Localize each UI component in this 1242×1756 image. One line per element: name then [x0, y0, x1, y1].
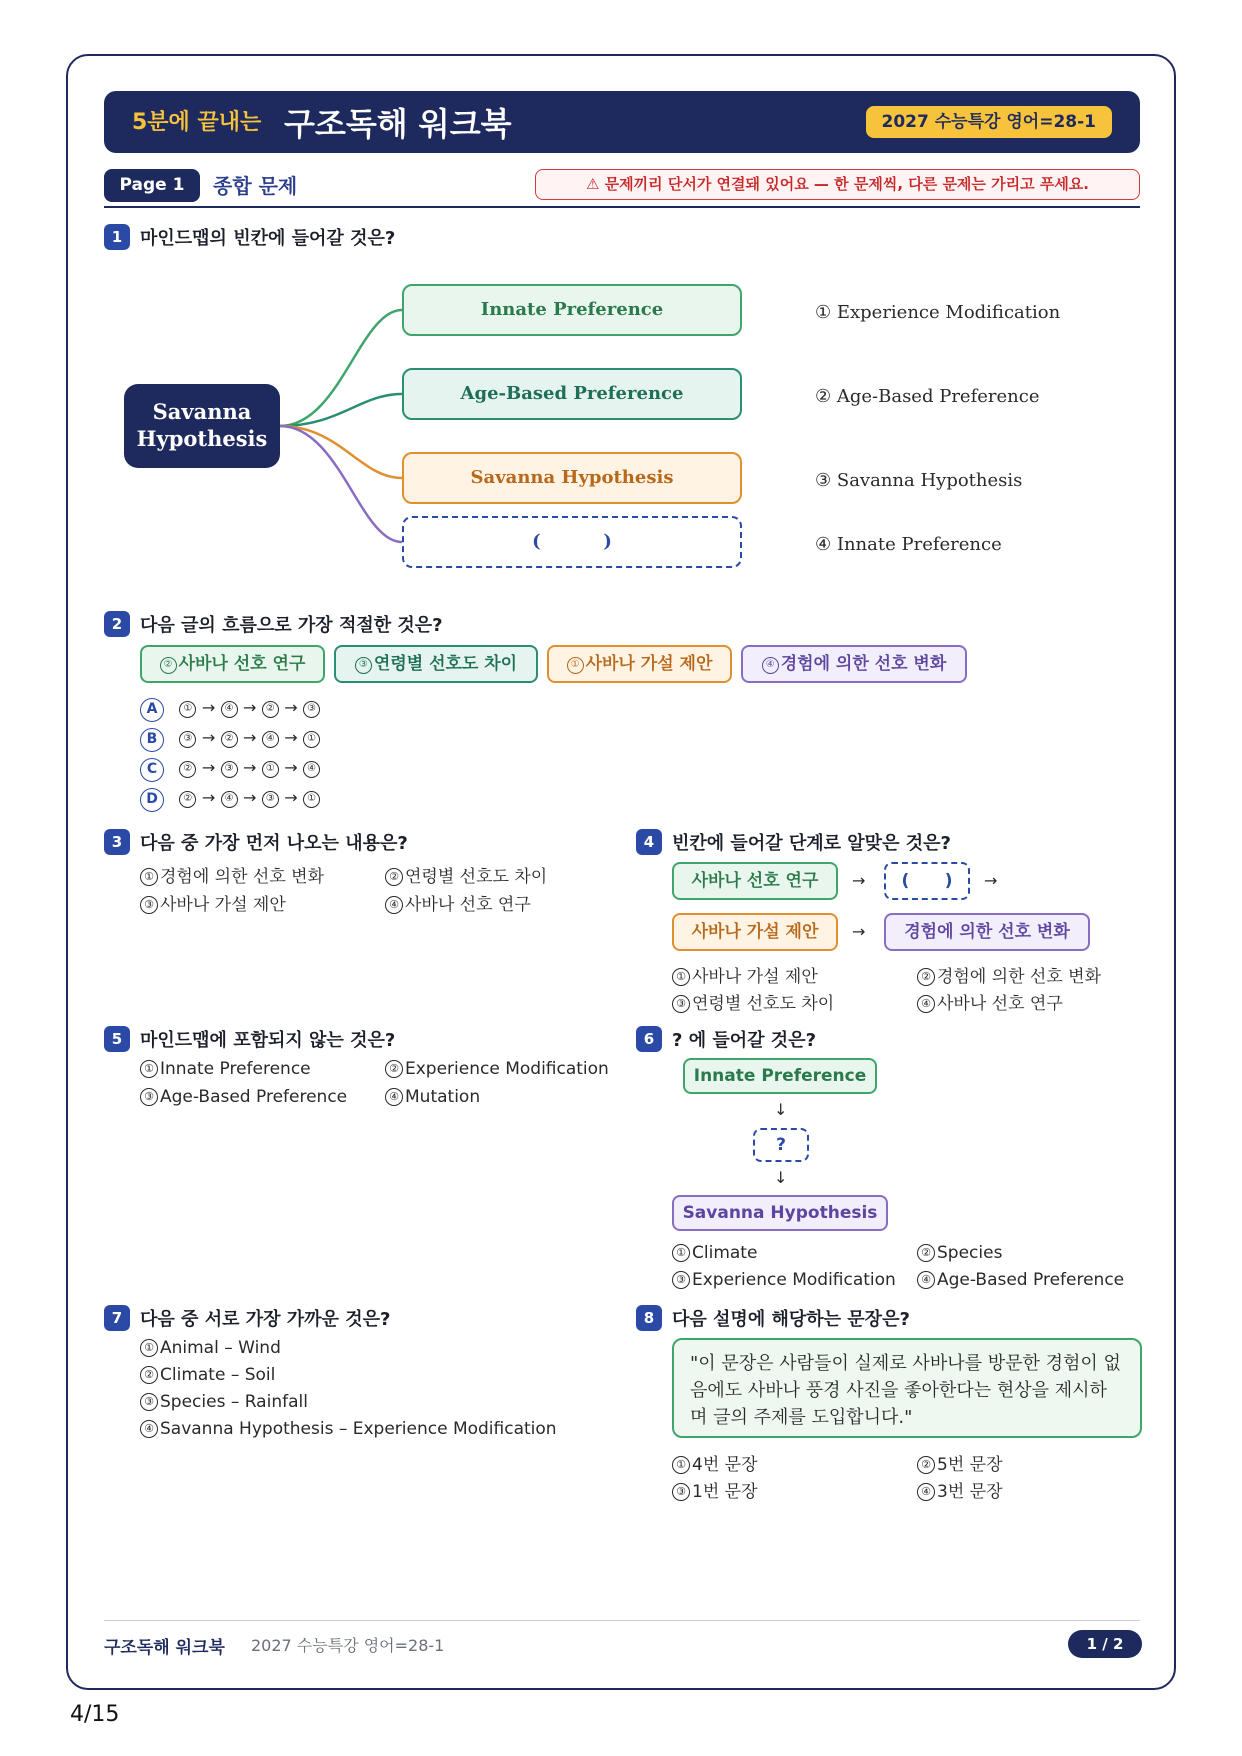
option-label: Innate Preference — [160, 1059, 311, 1079]
q1-option-2[interactable]: ② Age-Based Preference — [815, 386, 1040, 407]
q4-option-3[interactable] — [672, 989, 834, 1014]
q6-arrow: ↓ — [774, 1100, 788, 1119]
option-mark: ① — [140, 1339, 158, 1357]
question-text: 마인드맵의 빈칸에 들어갈 것은? — [140, 228, 396, 249]
option-mark: ③ — [672, 1483, 690, 1501]
page-label: Page 1 — [104, 169, 200, 202]
q5-option-3[interactable] — [140, 1087, 347, 1107]
q5-option-4[interactable] — [385, 1087, 480, 1107]
question-text: 다음 설명에 해당하는 문장은? — [672, 1309, 910, 1330]
option-label: 사바나 가설 제안 — [160, 895, 286, 915]
question-text: 다음 글의 흐름으로 가장 적절한 것은? — [140, 615, 443, 636]
option-label: 사바나 선호 연구 — [405, 895, 531, 915]
q4-option-2[interactable] — [917, 962, 1101, 987]
option-label: 1번 문장 — [692, 1482, 758, 1502]
option-mark: ④ — [917, 1483, 935, 1501]
q4-arrow: → — [852, 922, 866, 941]
seq-step: ② — [179, 791, 196, 808]
footer-subtitle: 2027 수능특강 영어=28-1 — [251, 1636, 445, 1655]
question-number: 3 — [104, 829, 130, 855]
seq-step: ③ — [221, 761, 238, 778]
q3-option-1[interactable] — [140, 862, 324, 887]
option-mark: ① — [140, 868, 158, 886]
mindmap-blank-branch: ( ) — [402, 516, 742, 568]
section-title: 종합 문제 — [213, 174, 298, 198]
option-letter: A — [140, 698, 164, 722]
option-label: Savanna Hypothesis – Experience Modification — [160, 1419, 557, 1439]
seq-step: ③ — [262, 791, 279, 808]
option-mark: ① — [140, 1060, 158, 1078]
option-label: 연령별 선호도 차이 — [692, 994, 835, 1014]
option-label: Species — [937, 1243, 1003, 1263]
option-mark: ② — [917, 968, 935, 986]
q4-step-1: 사바나 선호 연구 — [672, 862, 838, 900]
seq-step: ④ — [262, 731, 279, 748]
option-label: 4번 문장 — [692, 1455, 758, 1475]
q1-option-3[interactable]: ③ Savanna Hypothesis — [815, 470, 1023, 491]
option-mark: ③ — [672, 995, 690, 1013]
seq-step: ③ — [179, 731, 196, 748]
seq-step: ② — [262, 701, 279, 718]
q3-option-3[interactable] — [140, 890, 286, 915]
mindmap-branch-1: Innate Preference — [402, 284, 742, 336]
seq-step: ② — [179, 761, 196, 778]
option-label: 경험에 의한 선호 변화 — [937, 967, 1102, 987]
connector-branch-1 — [280, 310, 402, 426]
q2-option-a[interactable]: A ① → ④ → ② → ③ — [140, 698, 320, 722]
q3-option-4[interactable] — [385, 890, 531, 915]
q2-chip-3 — [547, 645, 732, 683]
question-text: 다음 중 가장 먼저 나오는 내용은? — [140, 833, 408, 854]
chip-mark: ② — [160, 657, 177, 674]
q7-option-4[interactable] — [140, 1419, 557, 1439]
chip-mark: ④ — [762, 657, 779, 674]
q2-option-c[interactable]: C ② → ③ → ① → ④ — [140, 758, 320, 782]
chip-mark: ③ — [355, 657, 372, 674]
question-number: 8 — [636, 1305, 662, 1331]
question-number: 5 — [104, 1026, 130, 1052]
seq-step: ③ — [303, 701, 320, 718]
q6-option-1[interactable] — [672, 1243, 757, 1263]
q2-option-d[interactable]: D ② → ④ → ③ → ① — [140, 788, 320, 812]
option-mark: ② — [917, 1244, 935, 1262]
seq-step: ② — [221, 731, 238, 748]
question-number: 6 — [636, 1026, 662, 1052]
chip-label: 사바나 가설 제안 — [585, 654, 713, 674]
q8-option-4[interactable] — [917, 1477, 1003, 1502]
center-line-1: Savanna — [152, 399, 252, 424]
q4-option-4[interactable] — [917, 989, 1063, 1014]
q8-description-box: "이 문장은 사람들이 실제로 사바나를 방문한 경험이 없음에도 사바나 풍경 사진을 좋아한다는 현상을 제시하며 글의 주제를 도입합니다." — [672, 1338, 1142, 1438]
warning-banner: ⚠ 문제끼리 단서가 연결돼 있어요 — 한 문제씩, 다른 문제는 가리고 푸세요. — [535, 169, 1140, 200]
chip-label: 경험에 의한 선호 변화 — [780, 654, 947, 674]
option-mark: ① — [672, 1244, 690, 1262]
option-label: 연령별 선호도 차이 — [405, 867, 548, 887]
option-mark: ④ — [917, 1271, 935, 1289]
option-label: Climate — [692, 1243, 758, 1263]
mindmap-branch-3: Savanna Hypothesis — [402, 452, 742, 504]
option-mark: ③ — [140, 1393, 158, 1411]
q7-option-1[interactable] — [140, 1338, 281, 1358]
seq-step: ④ — [221, 791, 238, 808]
q3-option-2[interactable] — [385, 862, 547, 887]
footer-divider — [104, 1620, 1140, 1621]
option-label: Animal – Wind — [160, 1338, 281, 1358]
option-mark: ④ — [140, 1420, 158, 1438]
connector-branch-3 — [280, 426, 402, 478]
q8-option-1[interactable] — [672, 1450, 758, 1475]
q4-step-4: 경험에 의한 선호 변화 — [884, 913, 1090, 951]
q4-arrow: → — [852, 871, 866, 890]
option-label: Experience Modification — [692, 1270, 896, 1290]
q4-option-1[interactable] — [672, 962, 818, 987]
header-badge: 2027 수능특강 영어=28-1 — [866, 106, 1112, 138]
footer-title: 구조독해 워크북 — [104, 1638, 225, 1658]
connector-branch-4 — [280, 426, 402, 542]
option-letter: C — [140, 758, 164, 782]
option-label: 사바나 가설 제안 — [692, 967, 818, 987]
seq-step: ① — [262, 761, 279, 778]
mindmap-center-node — [124, 384, 280, 468]
option-mark: ③ — [672, 1271, 690, 1289]
q7-option-2[interactable] — [140, 1365, 275, 1385]
option-mark: ④ — [917, 995, 935, 1013]
option-label: 3번 문장 — [937, 1482, 1003, 1502]
q4-arrow: → — [984, 871, 998, 890]
q8-option-3[interactable] — [672, 1477, 758, 1502]
seq-step: ① — [179, 701, 196, 718]
q6-arrow: ↓ — [774, 1168, 788, 1187]
option-label: 5번 문장 — [937, 1455, 1003, 1475]
option-label: Climate – Soil — [160, 1365, 276, 1385]
option-mark: ④ — [385, 1088, 403, 1106]
option-mark: ③ — [140, 896, 158, 914]
option-letter: B — [140, 728, 164, 752]
question-number: 2 — [104, 611, 130, 637]
option-label: 사바나 선호 연구 — [937, 994, 1063, 1014]
option-letter: D — [140, 788, 164, 812]
option-mark: ① — [672, 968, 690, 986]
q6-blank-node: ? — [753, 1128, 809, 1162]
q4-step-3: 사바나 가설 제안 — [672, 913, 838, 951]
document-page-number: 4/15 — [70, 1702, 120, 1727]
q6-bottom-node: Savanna Hypothesis — [672, 1195, 888, 1231]
q6-top-node: Innate Preference — [683, 1058, 877, 1094]
question-text: ? 에 들어갈 것은? — [672, 1030, 817, 1051]
option-mark: ② — [385, 868, 403, 886]
option-mark: ② — [917, 1456, 935, 1474]
center-line-2: Hypothesis — [136, 426, 268, 451]
q5-option-1[interactable] — [140, 1059, 311, 1079]
question-text: 다음 중 서로 가장 가까운 것은? — [140, 1309, 391, 1330]
chip-mark: ① — [567, 657, 584, 674]
option-mark: ③ — [140, 1088, 158, 1106]
option-label: Age-Based Preference — [160, 1087, 348, 1107]
option-label: Mutation — [405, 1087, 481, 1107]
q2-chip-1 — [140, 645, 325, 683]
option-label: Age-Based Preference — [937, 1270, 1125, 1290]
question-number: 4 — [636, 829, 662, 855]
q1-option-1[interactable]: ① Experience Modification — [815, 302, 1061, 323]
seq-step: ① — [303, 791, 320, 808]
q7-option-3[interactable] — [140, 1392, 308, 1412]
option-label: 경험에 의한 선호 변화 — [160, 867, 325, 887]
option-mark: ④ — [385, 896, 403, 914]
q6-option-2[interactable] — [917, 1243, 1002, 1263]
chip-label: 연령별 선호도 차이 — [373, 654, 518, 674]
seq-step: ④ — [303, 761, 320, 778]
q6-option-4[interactable] — [917, 1270, 1124, 1290]
header-title: 구조독해 워크북 — [284, 105, 512, 143]
question-number: 1 — [104, 224, 130, 250]
q2-option-b[interactable]: B ③ → ② → ④ → ① — [140, 728, 320, 752]
chip-label: 사바나 선호 연구 — [178, 654, 306, 674]
option-mark: ② — [385, 1060, 403, 1078]
q2-chip-4 — [741, 645, 967, 683]
q5-option-2[interactable] — [385, 1059, 609, 1079]
q6-option-3[interactable] — [672, 1270, 896, 1290]
option-label: Species – Rainfall — [160, 1392, 308, 1412]
option-label: Experience Modification — [405, 1059, 609, 1079]
option-mark: ① — [672, 1456, 690, 1474]
question-number: 7 — [104, 1305, 130, 1331]
question-text: 빈칸에 들어갈 단계로 알맞은 것은? — [672, 833, 951, 854]
seq-step: ① — [303, 731, 320, 748]
question-text: 마인드맵에 포함되지 않는 것은? — [140, 1030, 396, 1051]
q1-option-4[interactable]: ④ Innate Preference — [815, 534, 1002, 555]
option-mark: ② — [140, 1366, 158, 1384]
header-subtitle: 5분에 끝내는 — [132, 110, 262, 135]
q4-blank-step: ( ) — [884, 862, 970, 900]
footer-page-indicator: 1 / 2 — [1068, 1630, 1142, 1658]
q8-option-2[interactable] — [917, 1450, 1003, 1475]
seq-step: ④ — [221, 701, 238, 718]
q2-chip-2 — [334, 645, 538, 683]
mindmap-branch-2: Age-Based Preference — [402, 368, 742, 420]
